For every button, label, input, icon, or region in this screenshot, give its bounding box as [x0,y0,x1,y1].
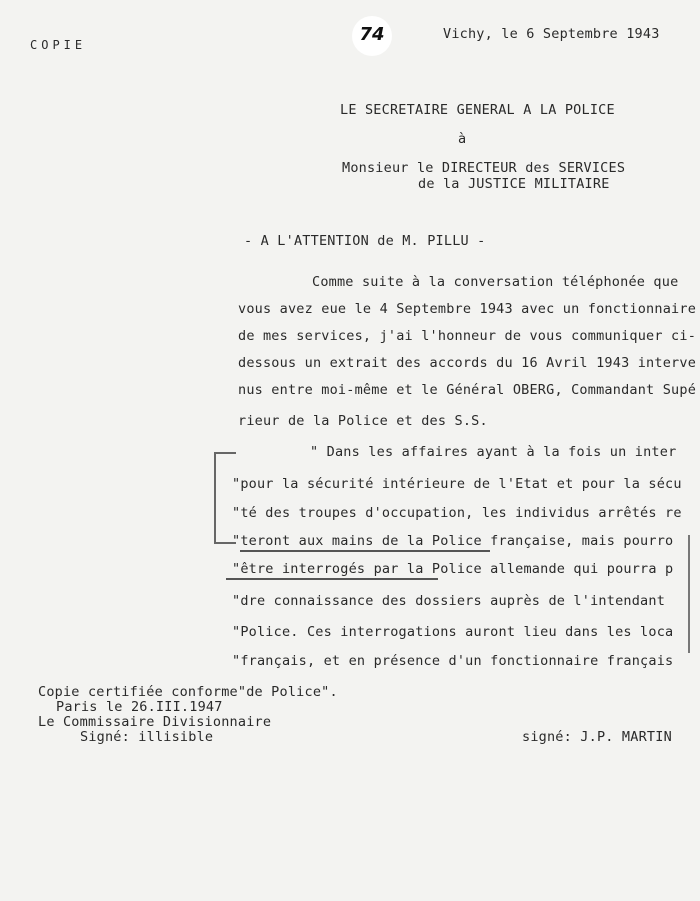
quote-line: "teront aux mains de la Police française, mais pourro [232,533,674,549]
certification-line-3: Le Commissaire Divisionnaire [38,714,272,730]
certification-line-4: Signé: illisible [80,729,214,745]
certification-line-2: Paris le 26.III.1947 [56,699,223,715]
quote-line: "français, et en présence d'un fonctionnaire français [232,653,674,669]
copie-label: COPIE [30,38,87,52]
signature: signé: J.P. MARTIN [522,729,672,745]
recipient-line-2: de la JUSTICE MILITAIRE [418,176,610,192]
page-number-stamp [352,16,392,56]
quote-line: "être interrogés par la Police allemande qui pourra p [232,561,674,577]
margin-bracket-mark [214,452,236,544]
quote-line: "pour la sécurité intérieure de l'Etat et pour la sécu [232,476,682,492]
body-line: Comme suite à la conversation téléphonée que [312,274,679,290]
attention-line: - A L'ATTENTION de M. PILLU - [244,233,486,249]
quote-line: " Dans les affaires ayant à la fois un inter [310,444,677,460]
sender: LE SECRETAIRE GENERAL A LA POLICE [340,102,615,118]
body-line: rieur de la Police et des S.S. [238,413,488,429]
body-line: nus entre moi-même et le Général OBERG, Commandant Supé [238,382,697,398]
recipient-line-1: Monsieur le DIRECTEUR des SERVICES [342,160,626,176]
body-line: vous avez eue le 4 Septembre 1943 avec un fonctionnaire [238,301,697,317]
certification-line-1: Copie certifiée conforme"de Police". [38,684,338,700]
underline-mark [240,550,490,552]
body-line: dessous un extrait des accords du 16 Avril 1943 interve [238,355,697,371]
right-margin-mark [688,535,690,653]
page-number: 74 [359,24,385,45]
place-date: Vichy, le 6 Septembre 1943 [443,26,660,42]
to-word: à [458,131,467,147]
underline-mark [226,578,438,580]
quote-line: "té des troupes d'occupation, les individus arrêtés re [232,505,682,521]
quote-line: "Police. Ces interrogations auront lieu dans les loca [232,624,674,640]
quote-line: "dre connaissance des dossiers auprès de l'intendant [232,593,666,609]
body-line: de mes services, j'ai l'honneur de vous communiquer ci- [238,328,697,344]
